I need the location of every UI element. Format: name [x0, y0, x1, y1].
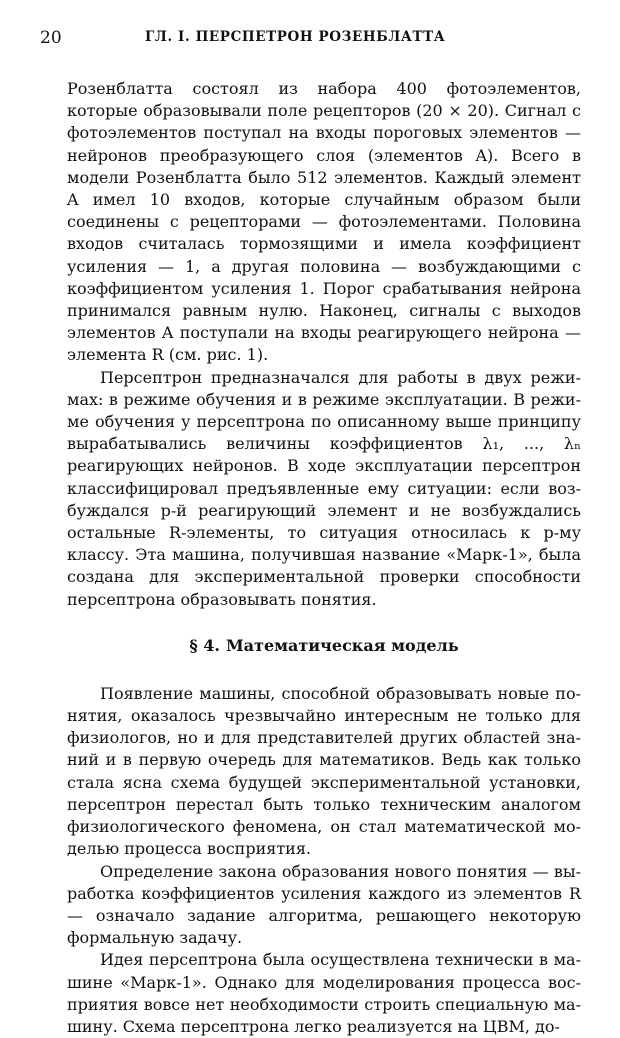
section-heading: [67, 635, 581, 657]
paragraph-implementation: Идея персептрона была осуществлена технически в машине «Марк-1». Однако для моделирования процесса восприятия вовсе нет необходимости строить специальную машину. Схема персептрона легко реализуется на ЦВМ, до-: [67, 950, 581, 1036]
running-title: ГЛ. I. ПЕРСПЕТРОН РОЗЕНБЛАТТА: [145, 29, 446, 45]
page-number: 20: [40, 28, 62, 48]
paragraph-machine-appearance: Появление машины, способной образовывать новые понятия, оказалось чрезвычайно интересным не только для физиологов, но и для представителей других областей знаний и в первую очередь для математиков. Ведь как только стала ясна схема будущей экспериментальной установки, персептрон перестал быть только техническим аналогом физиологического феномена, он стал математической моделью процесса восприятия.: [67, 683, 581, 859]
section-number: § 4.: [189, 635, 220, 655]
paragraph-perceptron-modes: Персептрон предназначался для работы в двух режимах: в режиме обучения и в режиме эксплуатации. В режиме обучения у персептрона по описанному выше принципу вырабатывались величины коэффициентов λ₁, ..., λₙ реагирующих нейронов. В ходе эксплуатации персептрон классифицировал предъявленные ему ситуации: если возбуждался p-й реагирующий элемент и не возбуждались остальные R-элементы, то ситуация относилась к p-му классу. Эта машина, получившая название «Марк-1», была создана для экспериментальной проверки способности персептрона образовывать понятия.: [67, 367, 581, 609]
running-head: [40, 28, 585, 50]
section-title: Математическая модель: [225, 635, 459, 655]
paragraph-learning-law: Определение закона образования нового понятия — выработка коэффициентов усиления каждого из элементов R — означало задание алгоритма, решающего некоторую формальную задачу.: [67, 861, 581, 948]
paragraph-continuation: Розенблатта состоял из набора 400 фотоэлементов, которые образовывали поле рецепторов (20 × 20). Сигнал с фотоэлементов поступал на входы пороговых элементов — нейронов преобразующего слоя (элементов A). Всего в модели Розенблатта было 512 элементов. Каждый элемент A имел 10 входов, которые случайным образом были соединены с рецепторами — фотоэлементами. Половина входов считалась тормозящими и имела коэффициент усиления — 1, а другая половина — возбуждающими с коэффициентом усиления 1. Порог срабатывания нейрона принимался равным нулю. Наконец, сигналы с выходов элементов A поступали на входы реагирующего нейрона — элемента R (см. рис. 1).: [67, 79, 581, 365]
body-text: [67, 78, 581, 1038]
